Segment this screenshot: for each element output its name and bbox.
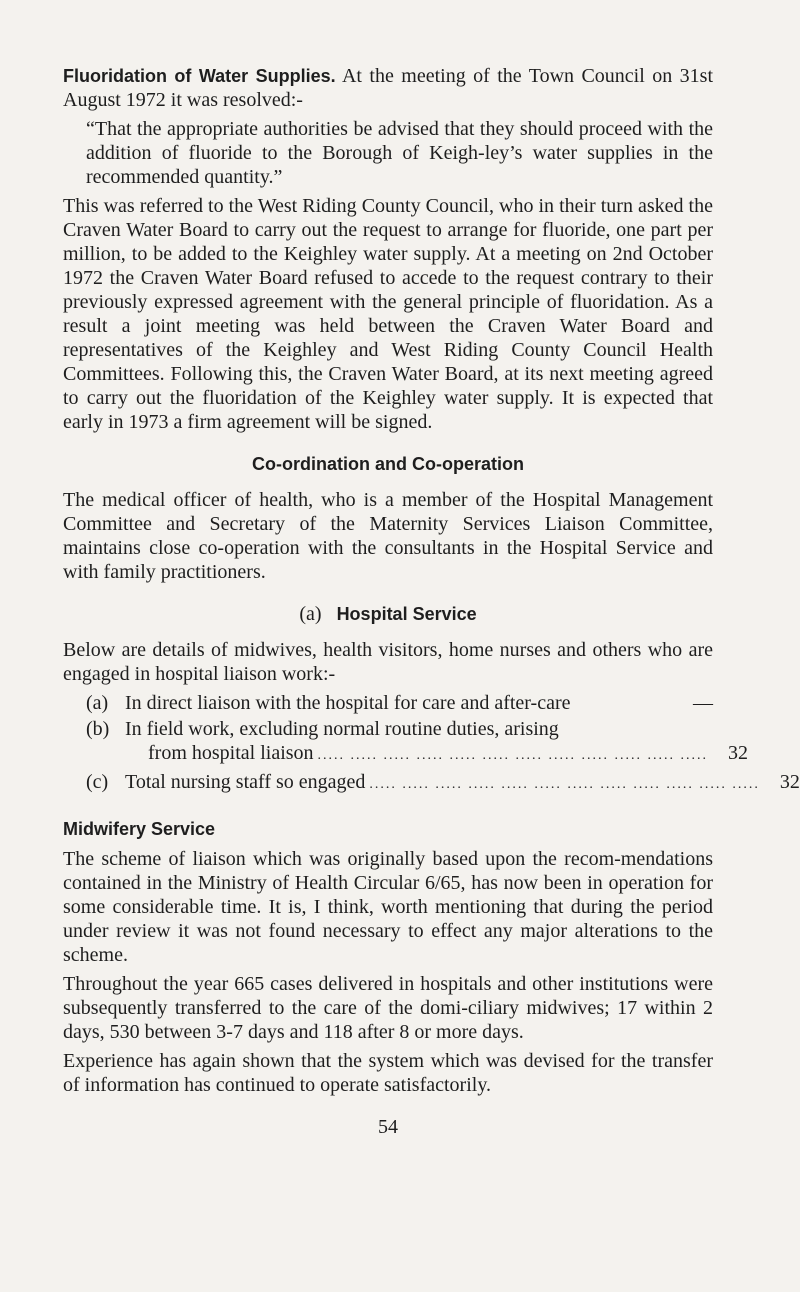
liaison-item-c — [63, 770, 800, 797]
fluoridation-lead-heading: Fluoridation of Water Supplies. — [63, 66, 336, 86]
page-number: 54 — [378, 1116, 398, 1138]
fluoridation-body-paragraph: This was referred to the West Riding County Council, who in their turn asked the Craven Water Board to carry out the request to arrange for fluoride, one part per million, to be added to the Keighley water supply. At a meeting on 2nd October 1972 the Craven Water Board refused to accede to the request contrary to their previously expressed agreement with the general principle of fluoridation. As a result a joint meeting was held between the Craven Water Board and representatives of the Keighley and West Riding County Council Health Committees. Following this, the Craven Water Board, at its next meeting agreed to carry out the fluoridation of the Keighley water supply. It is expected that early in 1973 a firm agreement will be signed. — [63, 195, 713, 433]
hospital-service-heading — [63, 602, 713, 626]
dot-leader: ..... ..... ..... ..... ..... ..... ..... ..... ..... ..... ..... ..... — [369, 777, 760, 792]
hospital-service-title: Hospital Service — [336, 604, 477, 624]
midwifery-paragraph-2: Throughout the year 665 cases delivered in hospitals and other institutions were subsequently transferred to the care of the domi-ciliary midwives; 17 within 2 days, 530 between 3-7 days and 118 after 8 or more days. — [63, 973, 713, 1043]
liaison-item-value: 32 — [779, 771, 800, 793]
liaison-item-text: In direct liaison with the hospital for care and after-care — [125, 692, 571, 714]
liaison-item-text: Total nursing staff so engaged — [125, 771, 366, 793]
council-resolution-quote: “That the appropriate authorities be advised that they should proceed with the addition of fluoride to the Borough of Keigh-ley’s water supplies in the recommended quantity.” — [86, 118, 713, 188]
liaison-item-text: In field work, excluding normal routine duties, arising — [125, 718, 559, 740]
hospital-service-label: (a) — [299, 603, 322, 625]
liaison-item-marker: (b) — [86, 718, 110, 740]
dot-leader: ..... ..... ..... ..... ..... ..... ..... ..... ..... ..... ..... ..... — [317, 748, 709, 763]
midwifery-heading: Midwifery Service — [63, 819, 216, 839]
coordination-body-paragraph: The medical officer of health, who is a member of the Hospital Management Committee and Secretary of the Maternity Services Liaison Committee, maintains close co-operation with the consultants in the Hospital Service and with family practitioners. — [63, 489, 713, 583]
midwifery-paragraph-1: The scheme of liaison which was originally based upon the recom-mendations contained in the Ministry of Health Circular 6/65, has now been in operation for some considerable time. It is, I think, worth mentioning that during the period under review it was not found necessary to effect any major alterations to the scheme. — [63, 848, 713, 966]
fluoridation-intro-paragraph — [63, 64, 713, 112]
liaison-item-value: 32 — [728, 742, 749, 764]
document-page — [63, 64, 800, 1139]
coordination-heading: Co-ordination and Co-operation — [252, 454, 524, 474]
liaison-item-text-continued: from hospital liaison — [148, 742, 314, 764]
liaison-item-marker: (a) — [86, 692, 109, 714]
hospital-service-intro: Below are details of midwives, health visitors, home nurses and others who are engaged in hospital liaison work:- — [63, 639, 713, 685]
liaison-item-a — [63, 691, 713, 715]
liaison-item-value: — — [693, 692, 713, 714]
liaison-item-b — [63, 717, 749, 768]
liaison-item-marker: (c) — [86, 771, 109, 793]
fluoridation-intro-text: At the meeting of the Town Council on 31st August 1972 it was resolved:- — [63, 65, 714, 111]
midwifery-paragraph-3: Experience has again shown that the system which was devised for the transfer of information has continued to operate satisfactorily. — [63, 1050, 713, 1096]
